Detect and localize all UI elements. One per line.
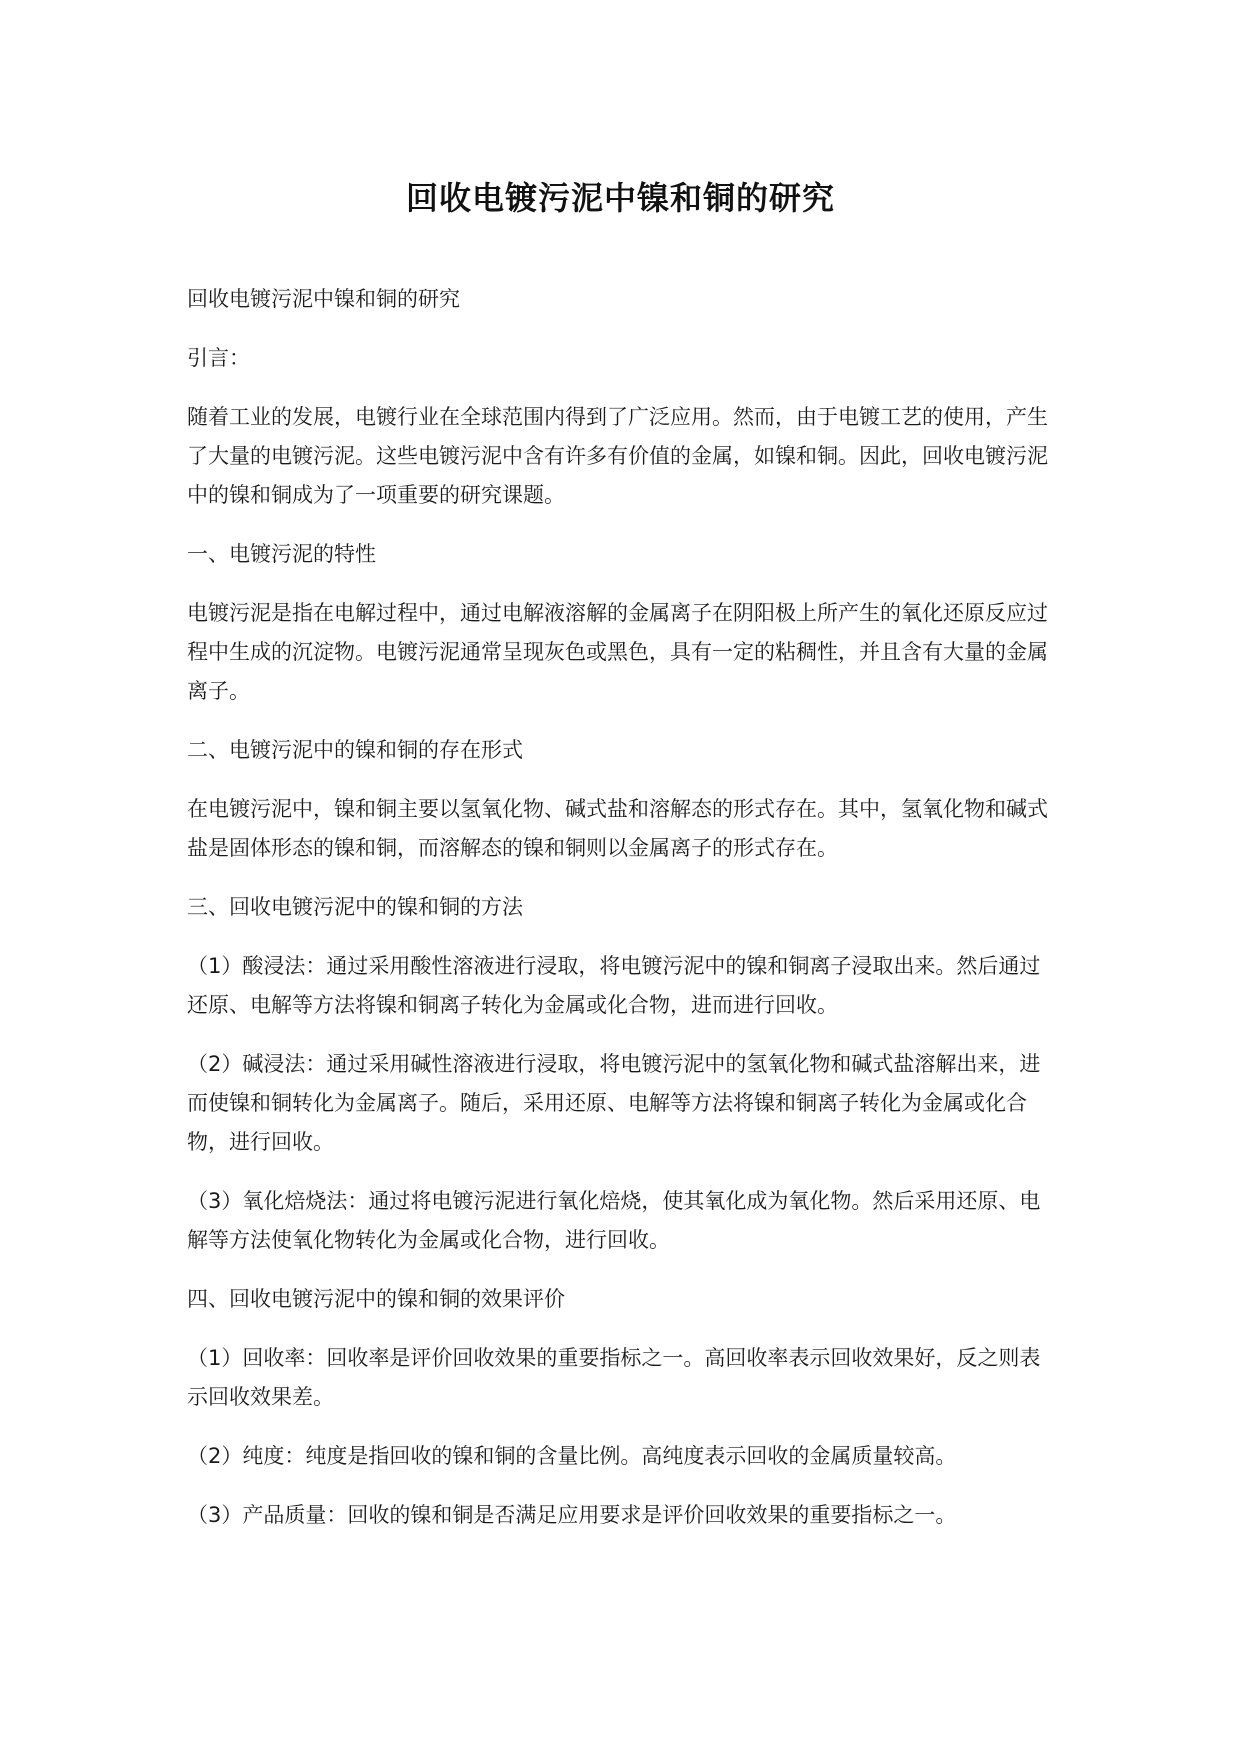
paragraph-intro: 随着工业的发展，电镀行业在全球范围内得到了广泛应用。然而，由于电镀工艺的使用，产生了大量的电镀污泥。这些电镀污泥中含有许多有价值的金属，如镍和铜。因此，回收电镀污泥中的镍和铜成为了一项重要的研究课题。 [187,405,1048,507]
paragraph-subtitle: 回收电镀污泥中镍和铜的研究 [187,287,460,311]
document-title: 回收电镀污泥中镍和铜的研究 [405,179,835,217]
paragraph-eval-3: （3）产品质量：回收的镍和铜是否满足应用要求是评价回收效果的重要指标之一。 [187,1503,957,1527]
section-heading-4: 四、回收电镀污泥中的镍和铜的效果评价 [187,1287,565,1311]
paragraph-eval-2: （2）纯度：纯度是指回收的镍和铜的含量比例。高纯度表示回收的金属质量较高。 [187,1444,957,1468]
document-body [187,280,1053,1555]
paragraph-method-1: （1）酸浸法：通过采用酸性溶液进行浸取，将电镀污泥中的镍和铜离子浸取出来。然后通过还原、电解等方法将镍和铜离子转化为金属或化合物，进而进行回收。 [187,954,1041,1017]
paragraph-intro-label: 引言： [187,346,250,370]
paragraph-eval-1: （1）回收率：回收率是评价回收效果的重要指标之一。高回收率表示回收效果好，反之则表示回收效果差。 [187,1346,1041,1409]
section-heading-1: 一、电镀污泥的特性 [187,542,376,566]
paragraph-section-2: 在电镀污泥中，镍和铜主要以氢氧化物、碱式盐和溶解态的形式存在。其中，氢氧化物和碱式盐是固体形态的镍和铜，而溶解态的镍和铜则以金属离子的形式存在。 [187,797,1048,860]
section-heading-3: 三、回收电镀污泥中的镍和铜的方法 [187,895,523,919]
paragraph-section-1: 电镀污泥是指在电解过程中，通过电解液溶解的金属离子在阴阳极上所产生的氧化还原反应过程中生成的沉淀物。电镀污泥通常呈现灰色或黑色，具有一定的粘稠性，并且含有大量的金属离子。 [187,601,1048,703]
paragraph-method-2: （2）碱浸法：通过采用碱性溶液进行浸取，将电镀污泥中的氢氧化物和碱式盐溶解出来，进而使镍和铜转化为金属离子。随后，采用还原、电解等方法将镍和铜离子转化为金属或化合物，进行回收。 [187,1052,1041,1154]
section-heading-2: 二、电镀污泥中的镍和铜的存在形式 [187,738,523,762]
paragraph-method-3: （3）氧化焙烧法：通过将电镀污泥进行氧化焙烧，使其氧化成为氧化物。然后采用还原、电解等方法使氧化物转化为金属或化合物，进行回收。 [187,1189,1041,1252]
